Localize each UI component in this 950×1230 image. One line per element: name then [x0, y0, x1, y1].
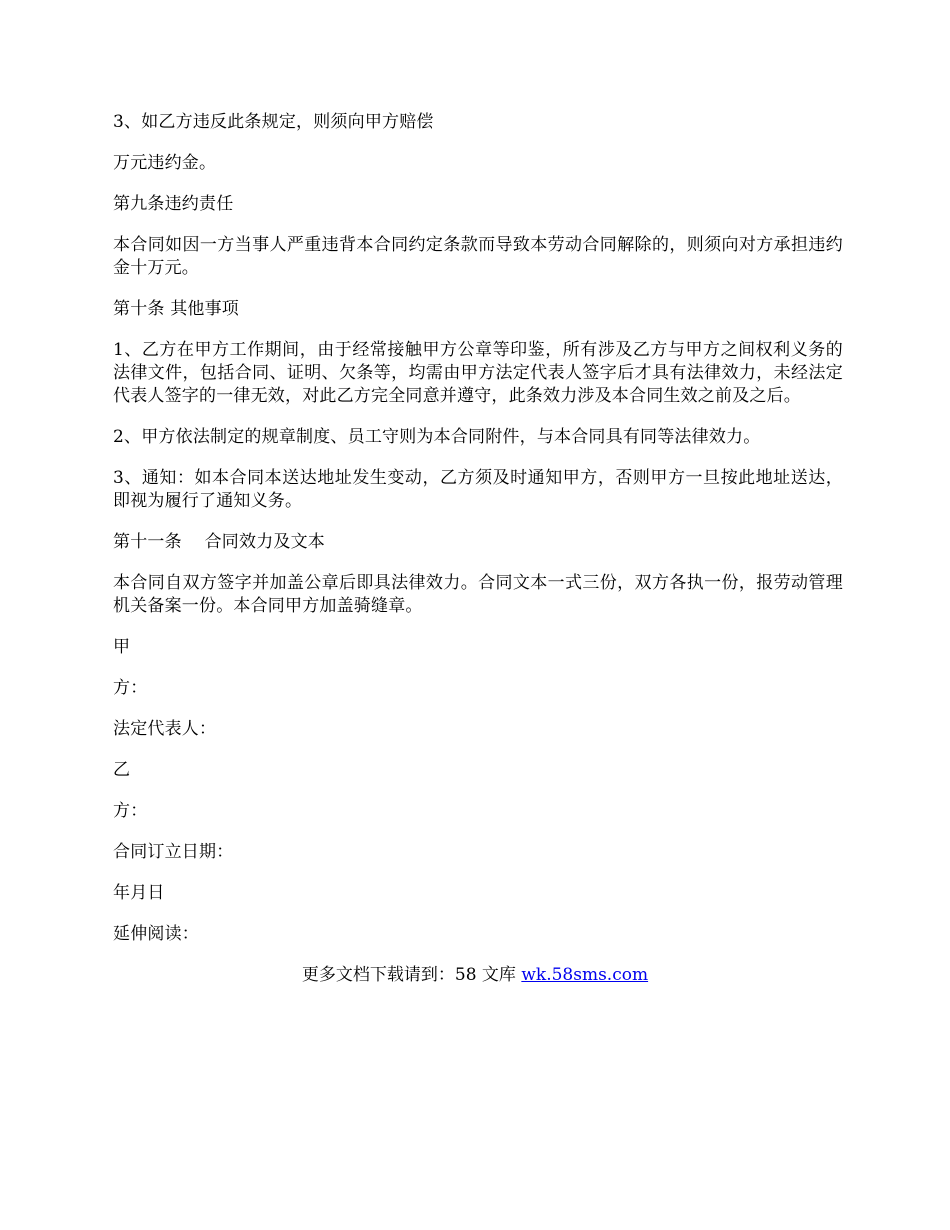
article-9-text: 本合同如因一方当事人严重违背本合同约定条款而导致本劳动合同解除的，则须向对方承担违约金十万元。	[113, 235, 843, 278]
footer-link[interactable]: wk.58sms.com	[521, 965, 649, 985]
party-b-label-1: 乙	[113, 760, 131, 780]
extended-reading-label: 延伸阅读：	[113, 924, 199, 944]
footer	[0, 964, 950, 987]
article-9-heading: 第九条违约责任	[113, 194, 234, 214]
footer-prefix: 更多文档下载请到：58 文库	[301, 965, 522, 985]
contract-date-label: 合同订立日期：	[113, 842, 234, 862]
document-body	[113, 111, 843, 964]
article-11-heading: 第十一条 合同效力及文本	[113, 532, 326, 552]
date-placeholder: 年月日	[113, 883, 165, 903]
party-a-label-1: 甲	[113, 637, 131, 657]
party-b-label-2: 方：	[113, 801, 148, 821]
article-10-item-1: 1、乙方在甲方工作期间，由于经常接触甲方公章等印鉴，所有涉及乙方与甲方之间权利义务的法律文件，包括合同、证明、欠条等，均需由甲方法定代表人签字后才具有法律效力，未经法定代表人签字的一律无效，对此乙方完全同意并遵守，此条效力涉及本合同生效之前及之后。	[113, 340, 843, 406]
article-10-item-2: 2、甲方依法制定的规章制度、员工守则为本合同附件，与本合同具有同等法律效力。	[113, 427, 761, 447]
clause-8-item-3: 3、如乙方违反此条规定，则须向甲方赔偿	[113, 112, 434, 132]
legal-representative-label: 法定代表人：	[113, 719, 217, 739]
party-a-label-2: 方：	[113, 678, 148, 698]
article-10-heading: 第十条 其他事项	[113, 299, 240, 319]
article-11-text: 本合同自双方签字并加盖公章后即具法律效力。合同文本一式三份，双方各执一份，报劳动管理机关备案一份。本合同甲方加盖骑缝章。	[113, 573, 843, 616]
penalty-amount-line: 万元违约金。	[113, 153, 217, 173]
article-10-item-3: 3、通知：如本合同本送达地址发生变动，乙方须及时通知甲方，否则甲方一旦按此地址送达，即视为履行了通知义务。	[113, 468, 843, 511]
